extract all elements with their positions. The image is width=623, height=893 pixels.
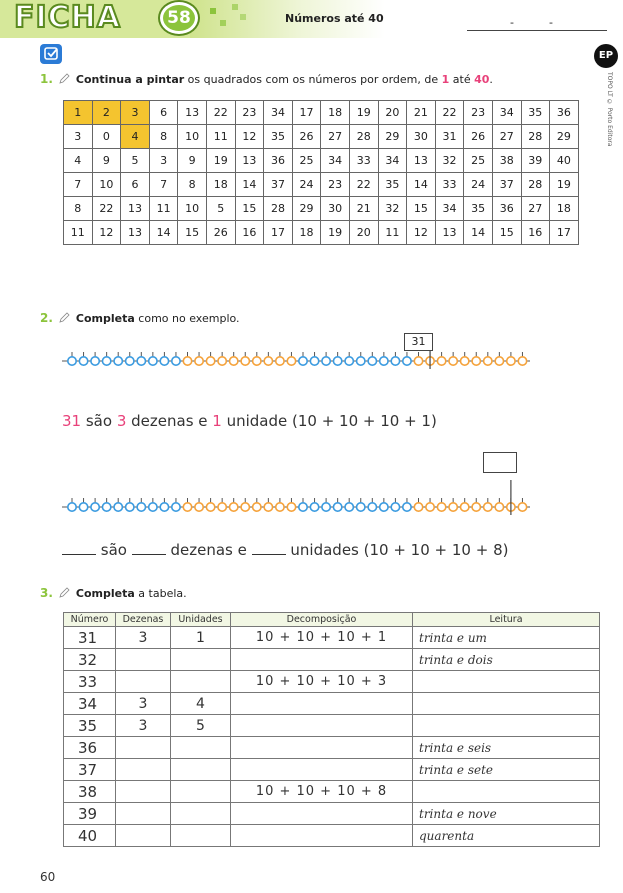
table-row (64, 781, 600, 803)
table-cell-dezenas[interactable]: 3 (116, 715, 171, 737)
grid-cell[interactable]: 2 (92, 101, 121, 125)
grid-cell[interactable]: 34 (264, 101, 293, 125)
grid-cell[interactable]: 23 (464, 101, 493, 125)
table-cell-leitura[interactable]: trinta e nove (413, 803, 600, 825)
instruction-bold: Completa (75, 587, 135, 600)
ficha-label: FICHA (14, 0, 121, 35)
question-number: 1. (40, 72, 53, 86)
table-row (64, 803, 600, 825)
grid-cell[interactable]: 3 (121, 101, 150, 125)
grid-cell[interactable]: 34 (378, 149, 407, 173)
grid-cell[interactable]: 20 (349, 221, 378, 245)
question-3: 3. Completa a tabela. (40, 586, 187, 600)
col-header-numero: Número (64, 613, 116, 627)
pencil-icon (58, 73, 70, 85)
table-row (64, 649, 600, 671)
number-line-bead (380, 357, 388, 365)
grid-cell[interactable]: 35 (264, 125, 293, 149)
instruction-bold: Completa (75, 312, 135, 325)
grid-cell[interactable]: 18 (206, 173, 235, 197)
grid-cell[interactable]: 28 (521, 173, 550, 197)
grid-cell[interactable]: 8 (178, 173, 207, 197)
number-line-bead (114, 503, 122, 511)
number-line-bead (126, 357, 134, 365)
table-cell-dezenas[interactable]: 3 (116, 627, 171, 649)
number-line-bead (507, 357, 515, 365)
grid-cell[interactable]: 38 (492, 149, 521, 173)
number-line-bead (461, 357, 469, 365)
grid-cell[interactable]: 14 (149, 221, 178, 245)
table-row (64, 715, 600, 737)
grid-cell[interactable]: 6 (121, 173, 150, 197)
number-line-bead (218, 503, 226, 511)
number-line-bead (253, 503, 261, 511)
number-line-bead (230, 503, 238, 511)
grid-cell[interactable]: 11 (378, 221, 407, 245)
number-line-bead (91, 503, 99, 511)
number-line-bead (287, 357, 295, 365)
grid-row (64, 173, 579, 197)
answer-blank[interactable] (252, 543, 286, 555)
table-cell-leitura[interactable] (413, 671, 600, 693)
number-line-bead (310, 357, 318, 365)
grid-cell[interactable]: 13 (435, 221, 464, 245)
number-line-bead (149, 357, 157, 365)
number-line-bead (172, 503, 180, 511)
grid-row (64, 101, 579, 125)
exercise-sentence: são dezenas e unidades (10 + 10 + 10 + 8) (62, 541, 508, 559)
number-line-bead (241, 357, 249, 365)
grid-cell[interactable]: 15 (407, 197, 436, 221)
grid-cell[interactable]: 21 (407, 101, 436, 125)
grid-row (64, 197, 579, 221)
ficha-number-badge: 58 (160, 2, 198, 34)
number-line-bead (322, 503, 330, 511)
question-number: 2. (40, 311, 53, 325)
example-sentence: 31 são 3 dezenas e 1 unidade (10 + 10 + 10 + 1) (62, 412, 437, 430)
number-line-bead (79, 503, 87, 511)
decor-square (220, 20, 226, 26)
number-line-example (62, 350, 532, 374)
grid-cell[interactable]: 33 (435, 173, 464, 197)
answer-blank[interactable] (62, 543, 96, 555)
answer-blank[interactable] (132, 543, 166, 555)
grid-cell[interactable]: 36 (550, 101, 579, 125)
number-line-bead (102, 503, 110, 511)
number-line-bead (160, 357, 168, 365)
table-cell-decomposicao[interactable] (231, 693, 413, 715)
grid-cell[interactable]: 30 (407, 125, 436, 149)
grid-cell[interactable]: 29 (550, 125, 579, 149)
pencil-icon (58, 312, 70, 324)
grid-cell[interactable]: 5 (121, 149, 150, 173)
table-row (64, 693, 600, 715)
number-line-bead (264, 503, 272, 511)
table-cell-unidades[interactable]: 5 (171, 715, 231, 737)
number-line-box: 31 (404, 333, 433, 351)
number-line-bead (149, 503, 157, 511)
number-line-bead (241, 503, 249, 511)
number-line-bead (322, 357, 330, 365)
table-cell-dezenas[interactable] (116, 781, 171, 803)
number-line-bead (160, 503, 168, 511)
table-cell-dezenas[interactable] (116, 649, 171, 671)
table-cell-unidades[interactable] (171, 759, 231, 781)
table-cell-dezenas[interactable] (116, 671, 171, 693)
number-line-bead (391, 503, 399, 511)
grid-cell[interactable]: 24 (464, 173, 493, 197)
number-line-bead (380, 503, 388, 511)
table-row (64, 627, 600, 649)
grid-cell[interactable]: 34 (321, 149, 350, 173)
number-line-bead (484, 503, 492, 511)
table-cell-decomposicao[interactable] (231, 803, 413, 825)
grid-cell[interactable]: 32 (378, 197, 407, 221)
grid-cell[interactable]: 28 (264, 197, 293, 221)
number-line-bead (357, 357, 365, 365)
publisher-logo: EP (594, 44, 618, 68)
grid-cell[interactable]: 1 (64, 101, 93, 125)
number-line-bead (333, 357, 341, 365)
number-line-bead (137, 503, 145, 511)
page-title: Números até 40 (285, 12, 384, 25)
grid-cell[interactable]: 26 (206, 221, 235, 245)
grid-cell[interactable]: 31 (435, 125, 464, 149)
number-line-bead (426, 503, 434, 511)
number-line-bead (68, 357, 76, 365)
grid-cell[interactable]: 7 (64, 173, 93, 197)
table-cell-leitura[interactable] (413, 693, 600, 715)
grid-cell[interactable]: 25 (464, 149, 493, 173)
grid-cell[interactable]: 36 (264, 149, 293, 173)
answer-box[interactable] (483, 452, 517, 473)
number-grid (63, 100, 579, 245)
table-row (64, 671, 600, 693)
grid-cell[interactable]: 26 (464, 125, 493, 149)
grid-cell[interactable]: 8 (64, 197, 93, 221)
grid-cell[interactable]: 5 (206, 197, 235, 221)
table-row (64, 759, 600, 781)
grid-cell[interactable]: 12 (92, 221, 121, 245)
grid-cell[interactable]: 3 (64, 125, 93, 149)
table-cell-unidades[interactable] (171, 781, 231, 803)
table-cell-leitura[interactable]: trinta e seis (413, 737, 600, 759)
number-line-bead (79, 357, 87, 365)
grid-cell[interactable]: 19 (321, 221, 350, 245)
grid-cell[interactable]: 33 (349, 149, 378, 173)
grid-cell[interactable]: 27 (521, 197, 550, 221)
grid-cell[interactable]: 19 (349, 101, 378, 125)
col-header-decomposicao: Decomposição (231, 613, 413, 627)
table-cell-numero: 32 (64, 649, 116, 671)
grid-cell[interactable]: 13 (178, 101, 207, 125)
date-separator: - (510, 16, 514, 29)
number-line-bead (206, 357, 214, 365)
table-cell-decomposicao[interactable] (231, 825, 413, 847)
grid-cell[interactable]: 29 (378, 125, 407, 149)
number-line-bead (299, 357, 307, 365)
grid-cell[interactable]: 39 (521, 149, 550, 173)
table-cell-leitura[interactable] (413, 781, 600, 803)
grid-cell[interactable]: 12 (407, 221, 436, 245)
table-cell-numero: 38 (64, 781, 116, 803)
grid-cell[interactable]: 30 (321, 197, 350, 221)
table-cell-numero: 35 (64, 715, 116, 737)
grid-cell[interactable]: 19 (206, 149, 235, 173)
table-cell-dezenas[interactable] (116, 759, 171, 781)
pencil-icon (58, 587, 70, 599)
grid-cell[interactable]: 22 (349, 173, 378, 197)
number-line-exercise (62, 480, 532, 520)
grid-cell[interactable]: 7 (149, 173, 178, 197)
grid-row (64, 221, 579, 245)
table-cell-dezenas[interactable] (116, 825, 171, 847)
grid-cell[interactable]: 34 (435, 197, 464, 221)
grid-cell[interactable]: 36 (492, 197, 521, 221)
table-cell-numero: 36 (64, 737, 116, 759)
grid-cell[interactable]: 6 (149, 101, 178, 125)
grid-cell[interactable]: 14 (464, 221, 493, 245)
grid-cell[interactable]: 26 (292, 125, 321, 149)
number-line-bead (183, 503, 191, 511)
number-line-bead (195, 503, 203, 511)
grid-cell[interactable]: 35 (521, 101, 550, 125)
grid-cell[interactable]: 13 (235, 149, 264, 173)
grid-cell[interactable]: 23 (321, 173, 350, 197)
question-2: 2. Completa como no exemplo. (40, 311, 240, 325)
table-cell-numero: 33 (64, 671, 116, 693)
number-line-bead (218, 357, 226, 365)
grid-cell[interactable]: 17 (264, 221, 293, 245)
number-line-bead (437, 503, 445, 511)
grid-cell[interactable]: 20 (378, 101, 407, 125)
col-header-dezenas: Dezenas (116, 613, 171, 627)
number-line-bead (102, 357, 110, 365)
grid-cell[interactable]: 22 (206, 101, 235, 125)
grid-cell[interactable]: 22 (435, 101, 464, 125)
grid-cell[interactable]: 13 (121, 221, 150, 245)
number-line-bead (472, 357, 480, 365)
grid-cell[interactable]: 35 (378, 173, 407, 197)
number-line-bead (414, 503, 422, 511)
table-row (64, 737, 600, 759)
table-cell-leitura[interactable]: trinta e um (413, 627, 600, 649)
grid-cell[interactable]: 32 (435, 149, 464, 173)
grid-cell[interactable]: 4 (64, 149, 93, 173)
grid-cell[interactable]: 0 (92, 125, 121, 149)
date-separator: - (549, 16, 553, 29)
number-line-bead (345, 357, 353, 365)
grid-cell[interactable]: 18 (321, 101, 350, 125)
number-line-bead (264, 357, 272, 365)
grid-cell[interactable]: 37 (492, 173, 521, 197)
table-cell-numero: 39 (64, 803, 116, 825)
number-line-bead (253, 357, 261, 365)
table-row (64, 825, 600, 847)
grid-cell[interactable]: 16 (235, 221, 264, 245)
question-number: 3. (40, 586, 53, 600)
grid-cell[interactable]: 9 (178, 149, 207, 173)
number-line-bead (287, 503, 295, 511)
grid-cell[interactable]: 10 (178, 125, 207, 149)
grid-cell[interactable]: 27 (492, 125, 521, 149)
table-cell-decomposicao[interactable]: 10 + 10 + 10 + 8 (231, 781, 413, 803)
grid-cell[interactable]: 23 (235, 101, 264, 125)
page-number: 60 (40, 870, 56, 884)
number-line-bead (461, 503, 469, 511)
grid-cell[interactable]: 25 (292, 149, 321, 173)
number-line-bead (126, 503, 134, 511)
number-line-bead (368, 357, 376, 365)
number-line-bead (414, 357, 422, 365)
grid-cell[interactable]: 4 (121, 125, 150, 149)
grid-cell[interactable]: 14 (235, 173, 264, 197)
number-line-bead (68, 503, 76, 511)
number-line-bead (299, 503, 307, 511)
table-cell-unidades[interactable] (171, 649, 231, 671)
grid-cell[interactable]: 27 (321, 125, 350, 149)
col-header-leitura: Leitura (413, 613, 600, 627)
number-line-bead (437, 357, 445, 365)
number-line-bead (172, 357, 180, 365)
grid-cell[interactable]: 3 (149, 149, 178, 173)
table-cell-unidades[interactable] (171, 825, 231, 847)
table-cell-numero: 40 (64, 825, 116, 847)
grid-cell[interactable]: 28 (349, 125, 378, 149)
table-cell-unidades[interactable]: 4 (171, 693, 231, 715)
grid-cell[interactable]: 21 (349, 197, 378, 221)
table-cell-leitura[interactable]: quarenta (413, 825, 600, 847)
number-line-bead (276, 357, 284, 365)
table-cell-numero: 31 (64, 627, 116, 649)
checklist-icon (40, 44, 62, 64)
grid-cell[interactable]: 18 (550, 197, 579, 221)
header-fade (190, 0, 623, 38)
table-cell-decomposicao[interactable] (231, 737, 413, 759)
grid-cell[interactable]: 28 (521, 125, 550, 149)
table-cell-unidades[interactable] (171, 671, 231, 693)
decor-square (232, 4, 238, 10)
grid-cell[interactable]: 22 (92, 197, 121, 221)
grid-cell[interactable]: 17 (550, 221, 579, 245)
number-line-bead (137, 357, 145, 365)
table-cell-decomposicao[interactable] (231, 649, 413, 671)
decor-square (240, 14, 246, 20)
number-line-bead (495, 357, 503, 365)
number-line-bead (195, 357, 203, 365)
table-cell-unidades[interactable]: 1 (171, 627, 231, 649)
number-line-bead (495, 503, 503, 511)
instruction-bold: Continua a pintar (75, 73, 185, 86)
number-line-bead (206, 503, 214, 511)
decomposition-table (63, 612, 600, 847)
grid-cell[interactable]: 17 (292, 101, 321, 125)
table-cell-leitura[interactable] (413, 715, 600, 737)
number-line-bead (368, 503, 376, 511)
table-cell-dezenas[interactable]: 3 (116, 693, 171, 715)
table-cell-numero: 34 (64, 693, 116, 715)
grid-cell[interactable]: 11 (149, 197, 178, 221)
grid-cell[interactable]: 18 (292, 221, 321, 245)
question-1: 1. Continua a pintar os quadrados com os números por ordem, de 1 até 40. (40, 72, 493, 86)
grid-cell[interactable]: 13 (121, 197, 150, 221)
grid-cell[interactable]: 9 (92, 149, 121, 173)
grid-cell[interactable]: 16 (521, 221, 550, 245)
grid-cell[interactable]: 15 (178, 221, 207, 245)
grid-cell[interactable]: 14 (407, 173, 436, 197)
grid-row (64, 125, 579, 149)
number-line-bead (276, 503, 284, 511)
grid-cell[interactable]: 40 (550, 149, 579, 173)
copyright-text: TOPO LT © Porto Editora (606, 72, 613, 147)
number-line-bead (310, 503, 318, 511)
grid-cell[interactable]: 10 (92, 173, 121, 197)
table-cell-unidades[interactable] (171, 803, 231, 825)
table-cell-leitura[interactable]: trinta e sete (413, 759, 600, 781)
decor-square (210, 8, 216, 14)
table-cell-dezenas[interactable] (116, 737, 171, 759)
number-line-bead (91, 357, 99, 365)
date-field-line[interactable] (467, 30, 607, 31)
number-line-bead (403, 357, 411, 365)
table-cell-leitura[interactable]: trinta e dois (413, 649, 600, 671)
grid-cell[interactable]: 29 (292, 197, 321, 221)
grid-cell[interactable]: 10 (178, 197, 207, 221)
number-line-bead (484, 357, 492, 365)
grid-cell[interactable]: 11 (64, 221, 93, 245)
grid-cell[interactable]: 13 (407, 149, 436, 173)
grid-cell[interactable]: 34 (492, 101, 521, 125)
number-line-bead (472, 503, 480, 511)
number-line-bead (230, 357, 238, 365)
table-cell-decomposicao[interactable]: 10 + 10 + 10 + 3 (231, 671, 413, 693)
number-line-bead (114, 357, 122, 365)
number-line-bead (357, 503, 365, 511)
grid-row (64, 149, 579, 173)
number-line-bead (518, 503, 526, 511)
number-line-bead (518, 357, 526, 365)
grid-cell[interactable]: 37 (264, 173, 293, 197)
table-cell-decomposicao[interactable]: 10 + 10 + 10 + 1 (231, 627, 413, 649)
number-line-bead (449, 357, 457, 365)
grid-cell[interactable]: 24 (292, 173, 321, 197)
number-line-bead (333, 503, 341, 511)
number-line-bead (403, 503, 411, 511)
number-line-bead (183, 357, 191, 365)
table-cell-dezenas[interactable] (116, 803, 171, 825)
table-cell-numero: 37 (64, 759, 116, 781)
number-line-bead (345, 503, 353, 511)
grid-cell[interactable]: 12 (235, 125, 264, 149)
grid-cell[interactable]: 8 (149, 125, 178, 149)
table-cell-unidades[interactable] (171, 737, 231, 759)
number-line-bead (391, 357, 399, 365)
grid-cell[interactable]: 11 (206, 125, 235, 149)
col-header-unidades: Unidades (171, 613, 231, 627)
number-line-bead (449, 503, 457, 511)
grid-cell[interactable]: 35 (464, 197, 493, 221)
grid-cell[interactable]: 19 (550, 173, 579, 197)
grid-cell[interactable]: 15 (235, 197, 264, 221)
table-cell-decomposicao[interactable] (231, 759, 413, 781)
table-cell-decomposicao[interactable] (231, 715, 413, 737)
grid-cell[interactable]: 15 (492, 221, 521, 245)
